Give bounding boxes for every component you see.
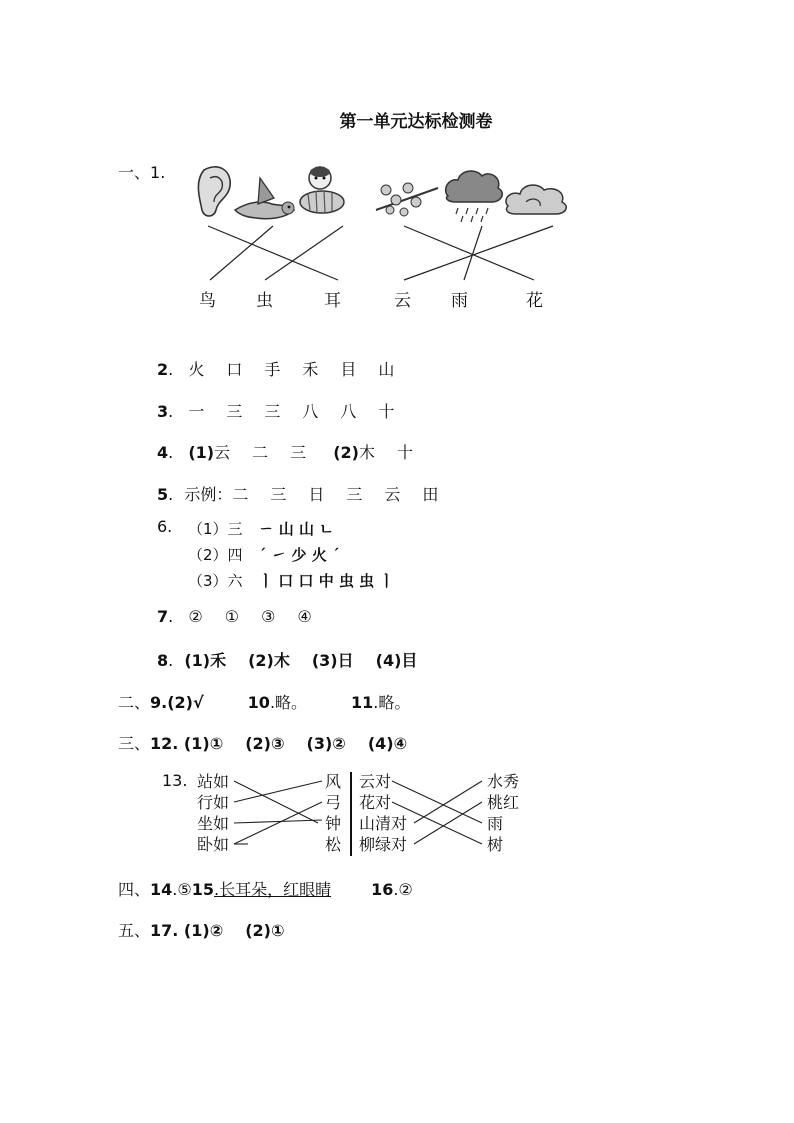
answer-item: (1)禾 xyxy=(184,651,227,670)
answer-item: 八 xyxy=(302,402,319,421)
row-char: 三 xyxy=(227,520,243,538)
question-number: 11 xyxy=(351,693,374,712)
answer-text: .长耳朵，红眼睛 xyxy=(213,880,332,899)
match-item: 雨 xyxy=(487,814,504,833)
q1-matching-lines xyxy=(200,222,580,284)
stroke-order: ㅣ 口 口 中 虫 虫 ㅣ xyxy=(258,572,394,590)
question-number: 4 xyxy=(157,443,169,462)
example-prefix: 示例： xyxy=(184,485,233,504)
rain-cloud-icon xyxy=(446,171,503,222)
row-char: 六 xyxy=(227,572,243,590)
row-index: （3） xyxy=(188,572,228,590)
section-label-text: 五、 xyxy=(118,921,151,940)
q6-row-2 xyxy=(188,544,339,565)
stroke-order: ㄧ 山 山 ㄴ xyxy=(258,520,334,538)
answer-item: 十 xyxy=(397,443,414,462)
question-number: 16 xyxy=(371,880,394,899)
answer-item: 八 xyxy=(340,402,357,421)
answer-item: 云 xyxy=(214,443,231,462)
row-index: （1） xyxy=(188,520,228,538)
question-number: 3 xyxy=(157,402,169,421)
answer-item: 十 xyxy=(378,402,395,421)
answer-item: (4)④ xyxy=(367,734,408,753)
section-4-row xyxy=(118,877,413,900)
q7-row: 7. ② ① ③ ④ xyxy=(157,607,312,626)
answer-item: 田 xyxy=(422,485,439,504)
match-item: 钟 xyxy=(325,814,342,833)
q1-char-1: 鸟 xyxy=(199,291,216,311)
answer-text: .② xyxy=(393,880,413,899)
match-item: 风 xyxy=(325,772,342,791)
answer-item: ③ xyxy=(261,607,276,626)
answer-item: 口 xyxy=(226,360,243,379)
q3-row: 3. 一 三 三 八 八 十 xyxy=(157,399,416,422)
answer-item: 禾 xyxy=(302,360,319,379)
q6-number: 6. xyxy=(157,517,173,536)
question-number: 2 xyxy=(157,360,169,379)
answer-item: (4)目 xyxy=(375,651,418,670)
answer-item: . (1)① xyxy=(172,734,224,753)
answer-item: 二 xyxy=(252,443,269,462)
q1-char-2: 虫 xyxy=(256,291,273,311)
q8-row: 8. (1)禾 (2)木 (3)日 (4)目 xyxy=(157,648,439,671)
answer-item: 一 xyxy=(188,402,205,421)
section-label-text: 二、 xyxy=(118,693,151,712)
answer-item: (2)③ xyxy=(245,734,285,753)
stroke-order: ˊ ㇀ 少 火 ˊ xyxy=(258,546,340,564)
question-number: 17 xyxy=(150,921,173,940)
part-label: (1) xyxy=(188,443,215,462)
cloud-icon xyxy=(506,185,566,214)
q1-char-5: 雨 xyxy=(451,291,468,311)
question-number: 14 xyxy=(150,880,173,899)
section-label-text: 四、 xyxy=(118,880,151,899)
section-3-row xyxy=(118,731,429,754)
q5-row: 5. 示例：二 三 日 三 云 田 xyxy=(157,482,460,505)
answer-text: .略。 xyxy=(269,693,308,712)
q13-matching-lines xyxy=(230,770,590,860)
flower-branch-icon xyxy=(376,183,438,216)
question-number: 10 xyxy=(247,693,270,712)
answer-item: 日 xyxy=(308,485,325,504)
match-item: 水秀 xyxy=(487,772,520,791)
match-item: 云对 xyxy=(359,772,392,791)
match-item: 松 xyxy=(325,835,342,854)
answer-item: 目 xyxy=(340,360,357,379)
question-number: 12 xyxy=(150,734,173,753)
match-item: 行如 xyxy=(197,793,230,812)
q4-row: 4. (1)云 二 三 (2)木 十 xyxy=(157,440,435,463)
row-char: 四 xyxy=(227,546,243,564)
q6-row-3 xyxy=(188,570,394,591)
part-label: (2) xyxy=(333,443,359,462)
answer-item: ① xyxy=(224,607,240,626)
answer-item: 三 xyxy=(270,485,287,504)
answer-item: 云 xyxy=(384,485,401,504)
q6-row-1 xyxy=(188,518,334,539)
q1-char-3: 耳 xyxy=(324,291,341,311)
q13-left-col xyxy=(197,771,229,855)
section-1-label xyxy=(118,160,165,183)
section-label-text: 一、 xyxy=(118,163,151,182)
answer-item: 三 xyxy=(346,485,363,504)
question-number: 8 xyxy=(157,651,169,670)
match-item: 卧如 xyxy=(197,835,230,854)
answer-text: .略。 xyxy=(373,693,411,712)
answer-item: . (1)② xyxy=(172,921,224,940)
question-number: 1. xyxy=(150,163,166,182)
worm-icon xyxy=(300,167,344,213)
answer-item: (3)② xyxy=(306,734,346,753)
question-number: 5 xyxy=(157,485,169,504)
question-number: 15 xyxy=(191,880,214,899)
answer-item: 三 xyxy=(226,402,243,421)
match-item: 站如 xyxy=(197,772,230,791)
section-label-text: 三、 xyxy=(118,734,151,753)
answer-item: 木 xyxy=(359,443,376,462)
section-2-row xyxy=(118,690,410,713)
section-5-row xyxy=(118,918,307,941)
answer-item: 山 xyxy=(378,360,395,379)
row-index: （2） xyxy=(188,546,228,564)
q13-number: 13. xyxy=(162,771,188,790)
match-item: 桃红 xyxy=(487,793,520,812)
match-item: 柳绿对 xyxy=(359,835,408,854)
answer-item: 火 xyxy=(188,360,205,379)
bird-icon xyxy=(235,178,294,219)
ear-icon xyxy=(198,167,230,216)
answer-item: 二 xyxy=(232,485,249,504)
question-number: 9 xyxy=(150,693,162,712)
question-number: 7 xyxy=(157,607,169,626)
answer-item: 三 xyxy=(264,402,281,421)
match-item: 花对 xyxy=(359,793,392,812)
q1-char-4: 云 xyxy=(394,291,411,311)
answer-text: .⑤ xyxy=(172,880,192,899)
q1-pictures xyxy=(190,160,590,230)
match-item: 坐如 xyxy=(197,814,230,833)
page-title: 第一单元达标检测卷 xyxy=(339,112,493,132)
answer-item: 手 xyxy=(264,360,281,379)
q2-row: 2. 火 口 手 禾 目 山 xyxy=(157,357,416,380)
answer-item: (3)日 xyxy=(311,651,354,670)
q1-char-6: 花 xyxy=(526,291,543,311)
match-item: 弓 xyxy=(325,793,342,812)
match-item: 山清对 xyxy=(359,814,408,833)
answer-item: (2)木 xyxy=(248,651,290,670)
answer-item: ② xyxy=(188,607,203,626)
answer-item: 三 xyxy=(290,443,307,462)
answer-text: .(2)√ xyxy=(161,693,204,712)
answer-item: (2)① xyxy=(245,921,285,940)
answer-item: ④ xyxy=(297,607,312,626)
match-item: 树 xyxy=(487,835,504,854)
